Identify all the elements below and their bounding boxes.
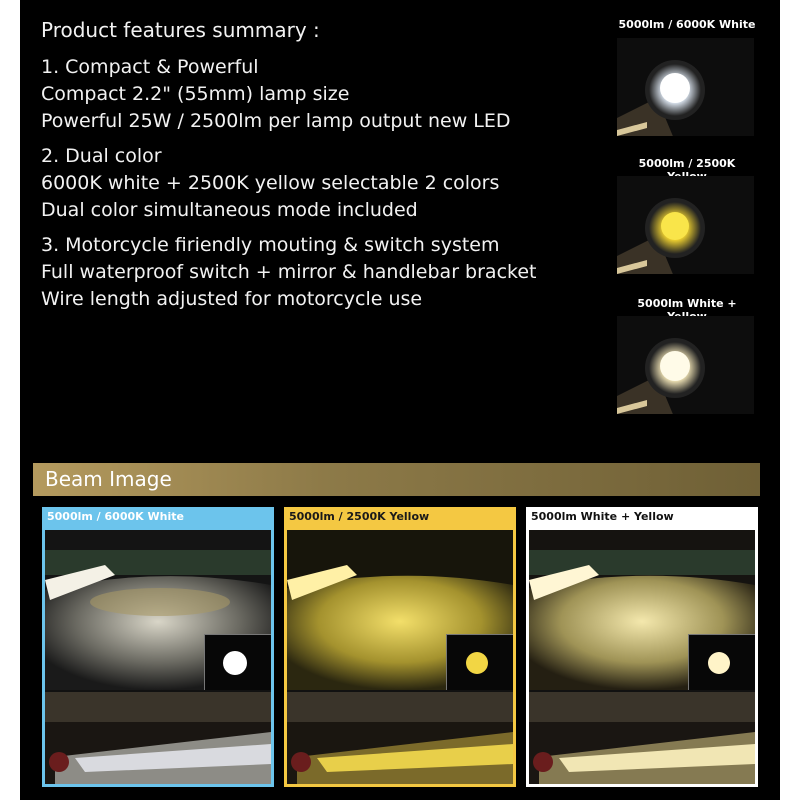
feature-title: 3. Motorcycle firiendly mouting & switch system bbox=[41, 234, 500, 256]
feature-dual-color bbox=[41, 143, 601, 224]
feature-line: Compact 2.2" (55mm) lamp size bbox=[41, 83, 350, 105]
beam-frame bbox=[42, 527, 274, 787]
lamp-inset-photo bbox=[688, 634, 755, 690]
beam-frame bbox=[284, 527, 516, 787]
beam-label: 5000lm / 6000K White bbox=[42, 507, 274, 527]
beam-column-yellow bbox=[284, 507, 516, 787]
feature-title: 1. Compact & Powerful bbox=[41, 56, 259, 78]
beam-image-header bbox=[33, 463, 760, 496]
feature-motorcycle bbox=[41, 232, 601, 313]
motorcycle-beam-photo bbox=[287, 692, 513, 784]
motorcycle-beam-photo bbox=[529, 692, 755, 784]
beam-column-white bbox=[42, 507, 274, 787]
features-heading: Product features summary : bbox=[41, 18, 320, 42]
features-section bbox=[41, 14, 601, 321]
feature-title: 2. Dual color bbox=[41, 145, 162, 167]
beam-label: 5000lm White + Yellow bbox=[526, 507, 758, 527]
beam-frame bbox=[526, 527, 758, 787]
thumbnail-caption: 5000lm / 6000K White bbox=[618, 18, 756, 31]
beam-image-title: Beam Image bbox=[45, 467, 172, 491]
lamp-inset-photo bbox=[204, 634, 271, 690]
beam-column-white-yellow bbox=[526, 507, 758, 787]
beam-label: 5000lm / 2500K Yellow bbox=[284, 507, 516, 527]
motorcycle-beam-photo bbox=[45, 692, 271, 784]
main-panel bbox=[20, 0, 780, 800]
feature-line: Dual color simultaneous mode included bbox=[41, 199, 418, 221]
feature-line: Wire length adjusted for motorcycle use bbox=[41, 288, 423, 310]
feature-line: Full waterproof switch + mirror & handlebar bracket bbox=[41, 261, 537, 283]
thumbnail-caption: 5000lm White + bbox=[637, 297, 737, 310]
thumbnail-caption: 5000lm / 2500K bbox=[638, 157, 736, 170]
feature-line: Powerful 25W / 2500lm per lamp output new LED bbox=[41, 110, 511, 132]
lamp-photo-white-yellow bbox=[617, 316, 754, 414]
lamp-photo-white bbox=[617, 38, 754, 136]
feature-line: 6000K white + 2500K yellow selectable 2 colors bbox=[41, 172, 500, 194]
lamp-inset-photo bbox=[446, 634, 513, 690]
feature-compact bbox=[41, 54, 601, 135]
lamp-photo-yellow bbox=[617, 176, 754, 274]
